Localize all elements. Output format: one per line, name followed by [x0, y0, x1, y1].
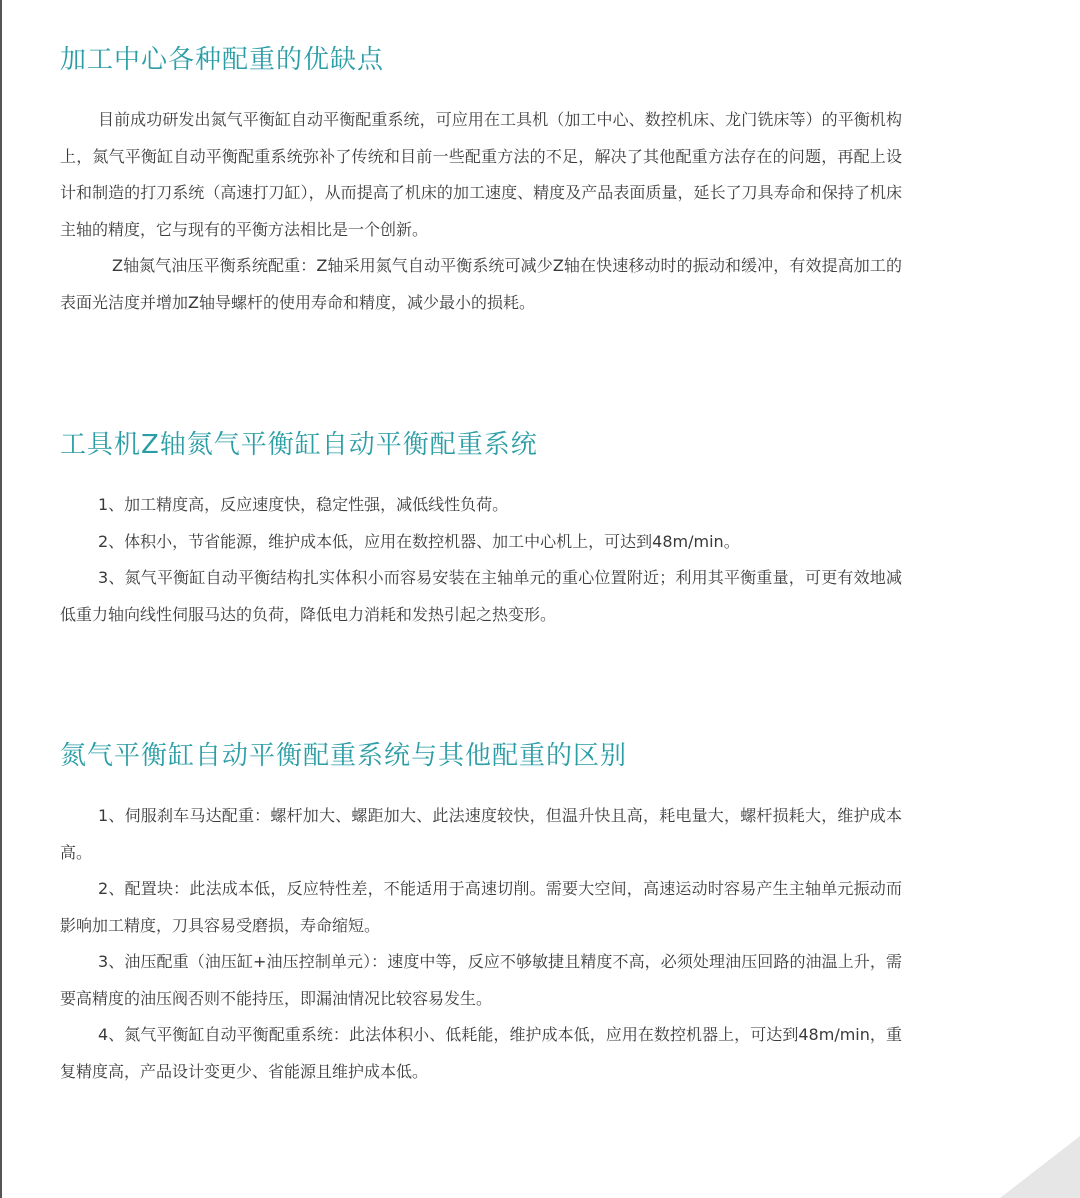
list-item: 2、体积小，节省能源，维护成本低，应用在数控机器、加工中心机上，可达到48m/min。 [98, 531, 740, 551]
section-body [60, 798, 902, 1090]
section-title: 工具机Z轴氮气平衡缸自动平衡配重系统 [60, 430, 538, 460]
paragraph: Z轴氮气油压平衡系统配重：Z轴采用氮气自动平衡系统可减少Z轴在快速移动时的振动和缓冲，有效提高加工的表面光洁度并增加Z轴导螺杆的使用寿命和精度，减少最小的损耗。 [60, 256, 902, 312]
list-item: 4、氮气平衡缸自动平衡配重系统：此法体积小、低耗能，维护成本低，应用在数控机器上，可达到48m/min，重复精度高，产品设计变更少、省能源且维护成本低。 [60, 1025, 902, 1081]
section-body [60, 487, 902, 633]
list-item: 2、配置块：此法成本低，反应特性差，不能适用于高速切削。需要大空间，高速运动时容易产生主轴单元振动而影响加工精度，刀具容易受磨损，寿命缩短。 [60, 879, 902, 935]
section-title: 加工中心各种配重的优缺点 [60, 45, 385, 75]
section-title: 氮气平衡缸自动平衡配重系统与其他配重的区别 [60, 741, 628, 771]
paragraph: 目前成功研发出氮气平衡缸自动平衡配重系统，可应用在工具机（加工中心、数控机床、龙门铣床等）的平衡机构上，氮气平衡缸自动平衡配重系统弥补了传统和目前一些配重方法的不足，解决了其他配重方法存在的问题，再配上设计和制造的打刀系统（高速打刀缸），从而提高了机床的加工速度、精度及产品表面质量，延长了刀具寿命和保持了机床主轴的精度，它与现有的平衡方法相比是一个创新。 [60, 110, 902, 239]
list-item: 1、伺服刹车马达配重：螺杆加大、螺距加大、此法速度较快，但温升快且高，耗电量大，螺杆损耗大，维护成本高。 [60, 806, 902, 862]
list-item: 3、氮气平衡缸自动平衡结构扎实体积小而容易安装在主轴单元的重心位置附近；利用其平衡重量，可更有效地减低重力轴向线性伺服马达的负荷，降低电力消耗和发热引起之热变形。 [60, 568, 902, 624]
section-pros-cons [60, 44, 902, 321]
list-item: 1、加工精度高，反应速度快，稳定性强，减低线性负荷。 [98, 495, 509, 514]
page-corner-fold [1000, 1136, 1080, 1198]
section-body [60, 102, 902, 321]
section-differences [60, 740, 902, 1090]
section-z-axis-system [60, 429, 902, 633]
page-left-edge [0, 0, 2, 1198]
list-item: 3、油压配重（油压缸+油压控制单元）：速度中等，反应不够敏捷且精度不高，必须处理油压回路的油温上升，需要高精度的油压阀否则不能持压，即漏油情况比较容易发生。 [60, 952, 902, 1008]
